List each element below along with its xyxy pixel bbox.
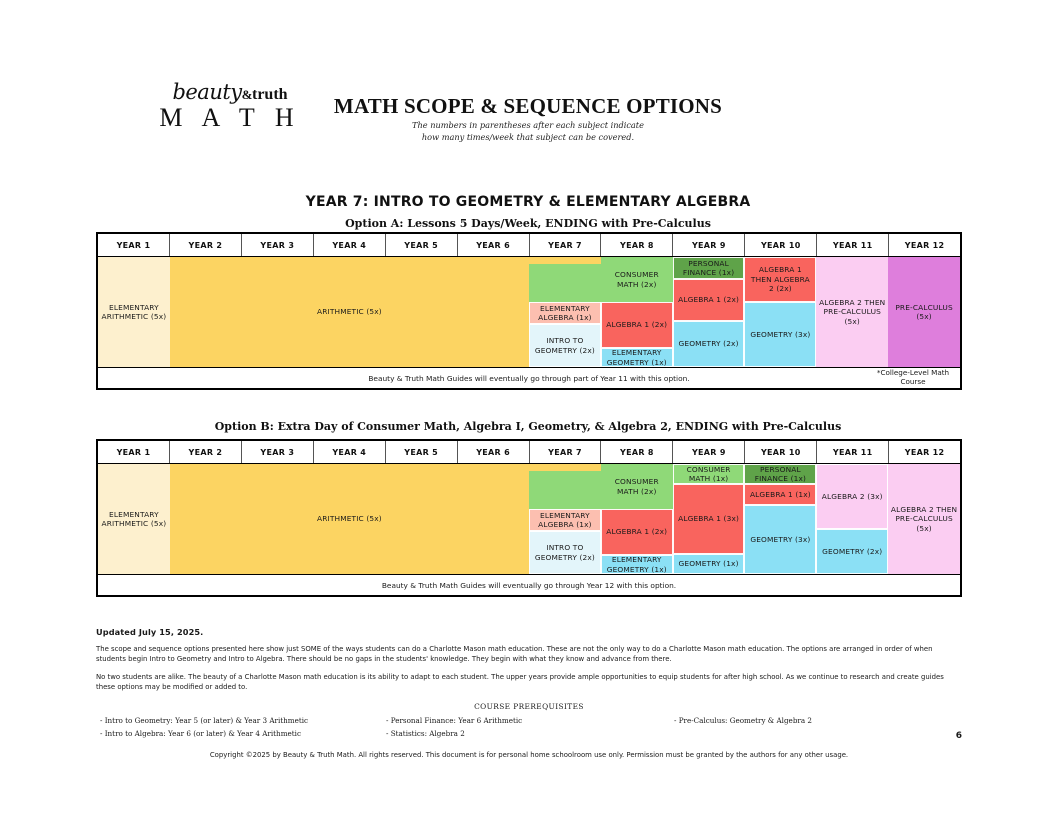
prereq-item-statistics: - Statistics: Algebra 2 [386,729,465,739]
prereq-item-personal-finance: - Personal Finance: Year 6 Arithmetic [386,716,523,726]
col-header-b-year-11: YEAR 11 [817,441,889,463]
block-b-elementary-algebra: ELEMENTARY ALGEBRA (1x) [529,509,601,531]
col-header-year-3: YEAR 3 [242,234,314,256]
option-a-col-year9 [673,257,745,367]
block-personal-finance: PERSONAL FINANCE (1x) [673,257,745,279]
block-arithmetic-tail [529,257,601,264]
option-a-note-row [98,367,960,388]
col-header-year-8: YEAR 8 [601,234,673,256]
block-b-elementary-geometry: ELEMENTARY GEOMETRY (1x) [601,555,673,574]
option-a-col-year1 [98,257,170,367]
subtitle-line-2: how many times/week that subject can be covered. [421,131,635,142]
col-header-year-7: YEAR 7 [530,234,602,256]
option-a-chart [96,232,962,390]
block-geometry-3x: GEOMETRY (3x) [744,302,816,367]
document-footer [96,627,962,759]
updated-date: Updated July 15, 2025. [96,627,204,637]
col-header-year-4: YEAR 4 [314,234,386,256]
col-header-b-year-9: YEAR 9 [673,441,745,463]
prereq-item-intro-algebra: - Intro to Algebra: Year 6 (or later) & Year 4 Arithmetic [100,729,301,739]
option-a-col-years2to6 [170,257,529,367]
document-header [0,72,1056,152]
block-b-geometry-1x: GEOMETRY (1x) [673,554,745,574]
option-b-col-year11 [816,464,888,574]
col-header-b-year-10: YEAR 10 [745,441,817,463]
col-header-b-year-2: YEAR 2 [170,441,242,463]
block-elementary-algebra: ELEMENTARY ALGEBRA (1x) [529,302,601,324]
block-b-consumer-math: CONSUMER MATH (2x) [601,464,673,509]
footer-paragraph-2: No two students are alike. The beauty of a Charlotte Mason math education is its ability to adapt to each student. The upper years provide ample opportunities to equip students for after high school. As we continue to research and create guides these options may be modified or added to. [96,672,944,692]
block-b-geometry-2x: GEOMETRY (2x) [816,529,888,574]
option-b-col-year9 [673,464,745,574]
col-header-year-11: YEAR 11 [817,234,889,256]
section-heading-year7: YEAR 7: INTRO TO GEOMETRY & ELEMENTARY ALGEBRA [305,194,751,210]
option-a-footnote: *College-Level Math Course [876,368,950,386]
option-a-body [98,257,960,367]
block-elementary-arithmetic: ELEMENTARY ARITHMETIC (5x) [98,257,170,367]
block-algebra-1: ALGEBRA 1 (2x) [601,302,673,348]
prerequisites-column-2 [386,715,522,740]
block-b-algebra2-then-precalculus: ALGEBRA 2 THEN PRE-CALCULUS (5x) [888,464,960,574]
prerequisites-grid [96,715,962,741]
col-header-year-2: YEAR 2 [170,234,242,256]
brand-truth: truth [252,86,288,103]
option-a-column-headers [98,234,960,257]
option-b-col-year12 [888,464,960,574]
col-header-b-year-5: YEAR 5 [386,441,458,463]
col-header-year-9: YEAR 9 [673,234,745,256]
block-b-consumer-math-left-half [529,471,601,509]
option-b-heading: Option B: Extra Day of Consumer Math, Algebra I, Geometry, & Algebra 2, ENDING with Pre-Calculus [214,420,842,433]
block-b-arithmetic: ARITHMETIC (5x) [170,464,529,574]
block-consumer-math: CONSUMER MATH (2x) [601,257,673,302]
option-b-chart [96,439,962,597]
subtitle-line-1: The numbers in parentheses after each subject indicate [412,120,644,130]
col-header-year-1: YEAR 1 [98,234,170,256]
prerequisites-title: COURSE PREREQUISITES [474,702,584,712]
option-a-col-year11 [816,257,888,367]
prereq-item-intro-geometry: - Intro to Geometry: Year 5 (or later) & Year 3 Arithmetic [100,716,309,726]
block-intro-to-geometry: INTRO TO GEOMETRY (2x) [529,324,601,367]
block-b-personal-finance: PERSONAL FINANCE (1x) [744,464,816,484]
option-a-heading: Option A: Lessons 5 Days/Week, ENDING with Pre-Calculus [345,217,711,230]
block-b-intro-to-geometry: INTRO TO GEOMETRY (2x) [529,531,601,574]
block-b-elementary-arithmetic: ELEMENTARY ARITHMETIC (5x) [98,464,170,574]
block-b-algebra-1-1x: ALGEBRA 1 (1x) [744,484,816,505]
prerequisites-column-3 [674,715,812,728]
block-pre-calculus: PRE-CALCULUS (5x) [888,257,960,367]
col-header-b-year-3: YEAR 3 [242,441,314,463]
block-b-arithmetic-tail [529,464,601,471]
option-b-column-headers [98,441,960,464]
option-b-note: Beauty & Truth Math Guides will eventually go through Year 12 with this option. [381,580,677,590]
option-b-col-year10 [744,464,816,574]
option-b-col-year7 [529,464,601,574]
block-arithmetic: ARITHMETIC (5x) [170,257,529,367]
page-number: 6 [955,731,962,741]
block-b-algebra-2-3x: ALGEBRA 2 (3x) [816,464,888,529]
option-b-body [98,464,960,574]
prerequisites-column-1 [100,715,308,740]
brand-math-word: M A T H [159,103,301,132]
option-b-col-year1 [98,464,170,574]
col-header-b-year-8: YEAR 8 [601,441,673,463]
col-header-b-year-6: YEAR 6 [458,441,530,463]
block-algebra1-then-algebra2: ALGEBRA 1 THEN ALGEBRA 2 (2x) [744,257,816,302]
page-subtitle [288,120,768,144]
block-geometry-2x: GEOMETRY (2x) [673,321,745,367]
block-consumer-math-left-half [529,264,601,302]
option-a-col-year8 [601,257,673,367]
col-header-b-year-7: YEAR 7 [530,441,602,463]
block-b-algebra-1: ALGEBRA 1 (2x) [601,509,673,555]
block-b-consumer-math-1x: CONSUMER MATH (1x) [673,464,745,484]
option-b-note-row [98,574,960,595]
brand-ampersand: & [241,87,252,102]
option-b-col-years2to6 [170,464,529,574]
page-title: MATH SCOPE & SEQUENCE OPTIONS [333,94,723,118]
block-b-algebra-1-3x: ALGEBRA 1 (3x) [673,484,745,554]
col-header-b-year-4: YEAR 4 [314,441,386,463]
option-a-note: Beauty & Truth Math Guides will eventually go through part of Year 11 with this option. [368,373,690,383]
col-header-year-6: YEAR 6 [458,234,530,256]
prereq-item-pre-calculus: - Pre-Calculus: Geometry & Algebra 2 [674,716,812,726]
option-a-col-year12 [888,257,960,367]
col-header-b-year-12: YEAR 12 [904,447,945,457]
option-a-col-year10 [744,257,816,367]
col-header-b-year-1: YEAR 1 [98,441,170,463]
block-algebra2-then-precalculus: ALGEBRA 2 THEN PRE-CALCULUS (5x) [816,257,888,367]
option-a-col-year7 [529,257,601,367]
block-algebra-1-year9: ALGEBRA 1 (2x) [673,279,745,321]
footer-paragraph-1: The scope and sequence options presented here show just SOME of the ways students can do a Charlotte Mason math education. These are not the only way to do a Charlotte Mason math education. The options are arranged in order of when students begin Intro to Geometry and Intro to Algebra. There should be no gaps in the students' knowledge. They begin with what they know and advance from there. [96,645,933,664]
col-header-year-5: YEAR 5 [386,234,458,256]
block-elementary-geometry: ELEMENTARY GEOMETRY (1x) [601,348,673,367]
copyright-notice: Copyright ©2025 by Beauty & Truth Math. All rights reserved. This document is for personal home schoolroom use only. Permission must be granted by the authors for any other usage. [209,751,849,760]
brand-beauty: beauty [172,80,242,104]
option-b-col-year8 [601,464,673,574]
col-header-year-12: YEAR 12 [904,240,945,250]
block-b-geometry-3x: GEOMETRY (3x) [744,505,816,574]
col-header-year-10: YEAR 10 [745,234,817,256]
